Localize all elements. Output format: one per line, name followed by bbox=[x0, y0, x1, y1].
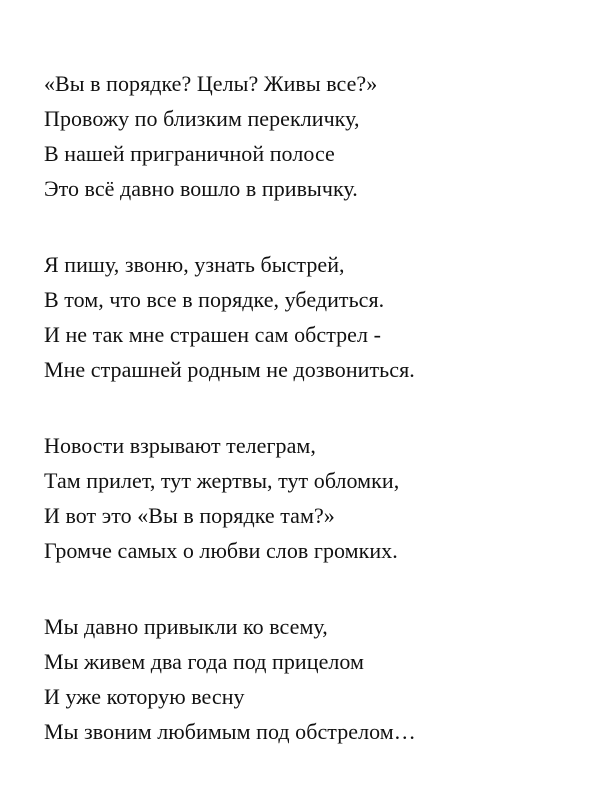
poem-line: Это всё давно вошло в привычку. bbox=[44, 176, 358, 201]
poem-line: Мы звоним любимым под обстрелом… bbox=[44, 719, 416, 744]
poem-line: Я пишу, звоню, узнать быстрей, bbox=[44, 252, 345, 277]
stanza-1 bbox=[44, 66, 584, 206]
poem-line: Там прилет, тут жертвы, тут обломки, bbox=[44, 468, 400, 493]
poem-line: И уже которую весну bbox=[44, 684, 245, 709]
poem-text bbox=[44, 66, 584, 790]
poem-line: Мы живем два года под прицелом bbox=[44, 649, 365, 674]
poem-line: В том, что все в порядке, убедиться. bbox=[44, 287, 385, 312]
poem-line: Мне страшней родным не дозвониться. bbox=[44, 357, 415, 382]
stanza-3 bbox=[44, 428, 584, 568]
poem-line: Громче самых о любви слов громких. bbox=[44, 538, 398, 563]
poem-line: Провожу по близким перекличку, bbox=[44, 106, 360, 131]
poem-line: И не так мне страшен сам обстрел - bbox=[44, 322, 381, 347]
poem-line: Мы давно привыкли ко всему, bbox=[44, 614, 328, 639]
poem-line: И вот это «Вы в порядке там?» bbox=[44, 503, 335, 528]
stanza-4 bbox=[44, 609, 584, 749]
poem-line: В нашей приграничной полосе bbox=[44, 141, 335, 166]
poem-line: «Вы в порядке? Целы? Живы все?» bbox=[44, 71, 378, 96]
stanza-2 bbox=[44, 247, 584, 387]
poem-line: Новости взрывают телеграм, bbox=[44, 433, 316, 458]
